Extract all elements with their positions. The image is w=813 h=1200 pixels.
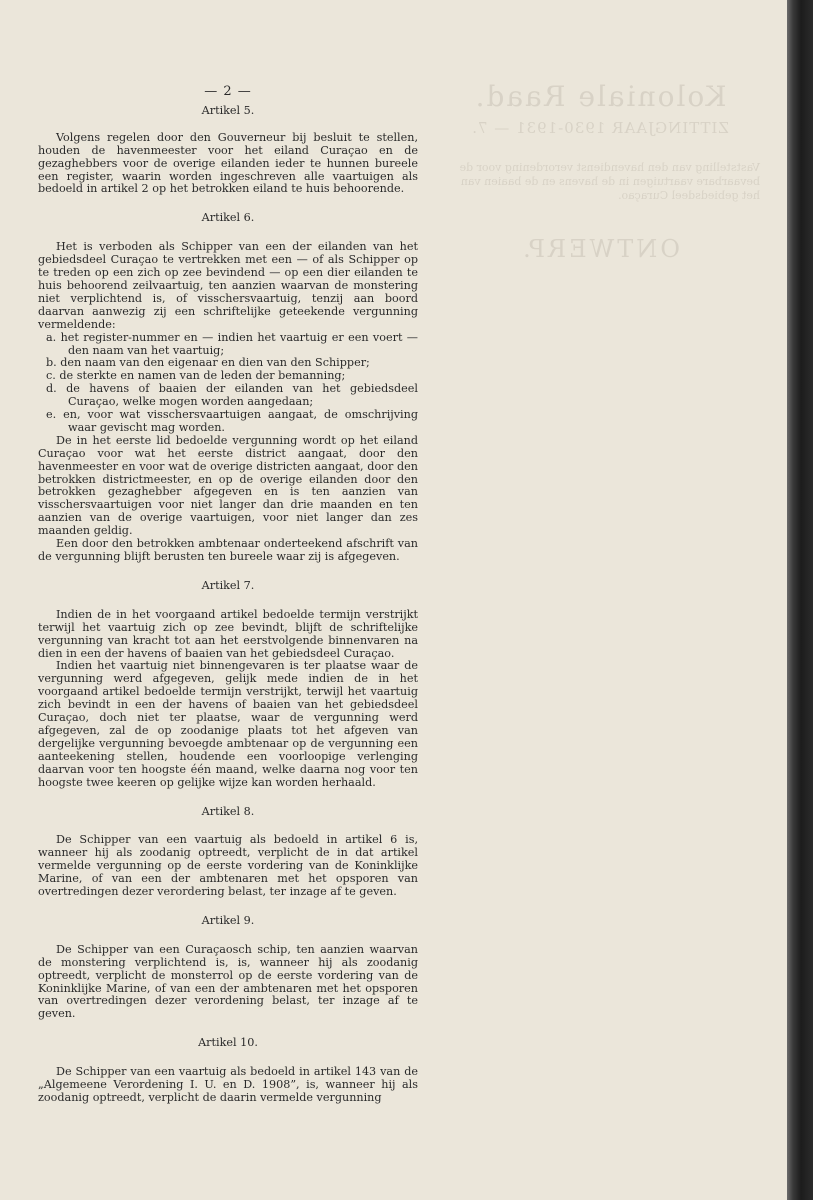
bleed-subtitle: ZITTINGJAAR 1930-1931 — 7.: [471, 119, 729, 137]
paragraph: De Schipper van een vaartuig als bedoeld in artikel 6 is, wanneer hij als zoodanig optreedt, verplicht de in dat artikel vermelde vergunning op de eerste vordering van de Koninklijke Marine, of van een der ambtenaren met het opsporen van overtredingen dezer verordering belast, ter inzage af te geven.: [38, 833, 418, 899]
list-item: e. en, voor wat visschersvaartuigen aangaat, de omschrijving waar gevischt mag worden.: [46, 408, 418, 434]
page-number: — 2 —: [204, 84, 252, 99]
list-item: a. het register-nummer en — indien het vaartuig er een voert — den naam van het vaartuig;: [46, 330, 418, 357]
paragraph: Indien de in het voorgaand artikel bedoelde termijn verstrijkt terwijl het vaartuig zich op zee bevindt, blijft de schriftelijke vergunning van kracht tot aan het eerstvolgende binnenvaren na dien in een der havens of baaien van het gebiedsdeel Curaçao.: [38, 607, 418, 660]
paragraph: De Schipper van een Curaçaosch schip, ten aanzien waarvan de monstering verplichtend is, is, wanneer hij als zoodanig optreedt, verplicht de monsterrol op de eerste vordering van de Koninklijke Marine, of van een der ambtenaren met het opsporen van overtredingen dezer verordening belast, ter inzage af te geven.: [38, 942, 418, 1021]
bleed-title: Koloniale Raad.: [473, 80, 727, 113]
book-spine-edge: [787, 0, 813, 1200]
article-heading: Artikel 5.: [201, 103, 255, 117]
article-heading: Artikel 10.: [198, 1036, 258, 1050]
list-item: c. de sterkte en namen van de leden der bemanning;: [46, 369, 346, 383]
bleed-through-text: [440, 80, 760, 300]
requirement-list: [38, 332, 418, 435]
paragraph: De Schipper van een vaartuig als bedoeld in artikel 143 van de „Algemeene Verordening I. U. en D. 1908”, is, wanneer hij als zoodanig optreedt, verplicht de daarin vermelde vergunning: [38, 1065, 418, 1104]
paragraph: Het is verboden als Schipper van een der eilanden van het gebiedsdeel Curaçao te vertrekken met een — of als Schipper op te treden op een zich op zee bevindend — op een dier eilanden te huis behoorend zeilvaartuig, ten aanzien waarvan de monstering niet verplichtend is, of visschersvaartuig, tenzij aan boord daarvan aanwezig zij een schriftelijke geteekende vergunning vermeldende:: [38, 240, 418, 331]
bleed-body: Vaststelling van den havendienst verordening voor de bevaarbare vaartuigen in de havens en de baaien van het gebiedsdeel Curaçao.: [459, 161, 760, 202]
paragraph: Een door den betrokken ambtenaar onderteekend afschrift van de vergunning blijft berusten ten bureele waar zij is afgegeven.: [38, 537, 418, 563]
bleed-heading: ONTWERP.: [520, 235, 680, 263]
text-column: [38, 86, 418, 1105]
list-item: d. de havens of baaien der eilanden van het gebiedsdeel Curaçao, welke mogen worden aangedaan;: [46, 382, 418, 409]
list-item: b. den naam van den eigenaar en dien van den Schipper;: [46, 356, 370, 370]
article-heading: Artikel 9.: [201, 913, 255, 927]
article-heading: Artikel 7.: [201, 578, 255, 592]
article-heading: Artikel 8.: [201, 804, 255, 818]
paragraph: Volgens regelen door den Gouverneur bij besluit te stellen, houden de havenmeester voor het eiland Curaçao en de gezaghebbers voor de overige eilanden ieder te hunnen bureele een register, waarin worden ingeschreven alle vaartuigen als bedoeld in artikel 2 op het betrokken eiland te huis behoorende.: [38, 130, 418, 196]
paragraph: De in het eerste lid bedoelde vergunning wordt op het eiland Curaçao voor wat het eerste district aangaat, door den havenmeester en voor wat de overige districten aangaat, door den betrokken districtmeester, en op de overige eilanden door den betrokken gezaghebber afgegeven en is ten aanzien van visschersvaartuigen voor niet langer dan drie maanden en ten aanzien van de overige vaartuigen, voor niet langer dan zes maanden geldig.: [38, 433, 418, 538]
article-heading: Artikel 6.: [201, 211, 255, 225]
paragraph: Indien het vaartuig niet binnengevaren is ter plaatse waar de vergunning werd afgegeven, gelijk mede indien de in het voorgaand artikel bedoelde termijn verstrijkt, terwijl het vaartuig zich bevindt in een der havens of baaien van het gebiedsdeel Curaçao, doch niet ter plaatse, waar de vergunning werd afgegeven, zal de op zoodanige plaats tot het afgeven van dergelijke vergunning bevoegde ambtenaar op de vergunning een aanteekening stellen, houdende een voorloopige verlenging daarvan voor ten hoogste één maand, welke daarna nog voor ten hoogste twee keeren op gelijke wijze kan worden herhaald.: [38, 659, 418, 789]
